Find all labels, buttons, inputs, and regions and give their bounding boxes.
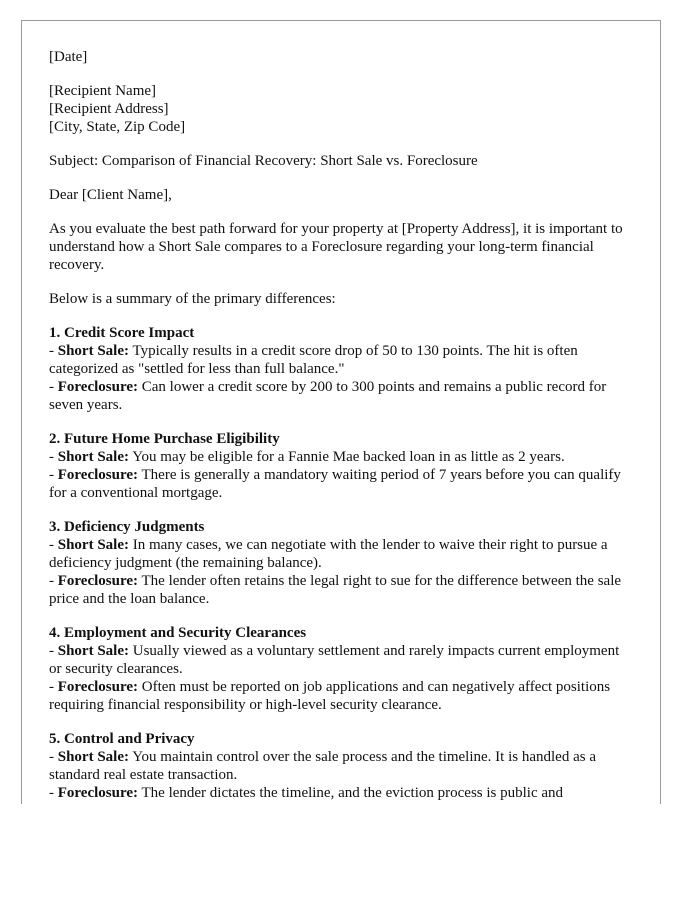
foreclosure-item: - Foreclosure: The lender often retains the legal right to sue for the difference between the sale price and the loan balance. bbox=[49, 573, 622, 607]
section-control-privacy bbox=[49, 730, 634, 802]
short-sale-text: You may be eligible for a Fannie Mae backed loan in as little as 2 years. bbox=[132, 449, 565, 465]
letter-subject: Subject: Comparison of Financial Recovery: Short Sale vs. Foreclosure bbox=[49, 153, 478, 169]
recipient-block bbox=[49, 82, 634, 136]
section-credit-score bbox=[49, 324, 634, 414]
short-sale-item: - Short Sale: Typically results in a credit score drop of 50 to 130 points. The hit is often categorized as "settled for less than full balance." bbox=[49, 343, 578, 377]
foreclosure-item: - Foreclosure: There is generally a mandatory waiting period of 7 years before you can qualify for a conventional mortgage. bbox=[49, 467, 621, 501]
section-title: 5. Control and Privacy bbox=[49, 731, 195, 747]
recipient-city-state-zip: [City, State, Zip Code] bbox=[49, 119, 186, 135]
section-title: 3. Deficiency Judgments bbox=[49, 519, 205, 535]
foreclosure-label: Foreclosure: bbox=[57, 379, 139, 395]
foreclosure-text: The lender often retains the legal right to sue for the difference between the sale price and the loan balance. bbox=[49, 573, 622, 607]
letter-salutation: Dear [Client Name], bbox=[49, 187, 172, 203]
recipient-address: [Recipient Address] bbox=[49, 101, 169, 117]
section-deficiency-judgments bbox=[49, 518, 634, 608]
short-sale-text: Usually viewed as a voluntary settlement and rarely impacts current employment or security clearances. bbox=[49, 643, 620, 677]
foreclosure-label: Foreclosure: bbox=[57, 573, 139, 589]
letter-body bbox=[22, 21, 660, 802]
section-future-home-purchase bbox=[49, 430, 634, 502]
foreclosure-label: Foreclosure: bbox=[57, 467, 139, 483]
foreclosure-item: - Foreclosure: Often must be reported on job applications and can negatively affect positions requiring financial responsibility or high-level security clearance. bbox=[49, 679, 611, 713]
letter-date: [Date] bbox=[49, 49, 88, 65]
short-sale-text: Typically results in a credit score drop of 50 to 130 points. The hit is often categorized as "settled for less than full balance." bbox=[49, 343, 578, 377]
short-sale-label: Short Sale: bbox=[57, 343, 129, 359]
section-title: 2. Future Home Purchase Eligibility bbox=[49, 431, 280, 447]
summary-lead: Below is a summary of the primary differences: bbox=[49, 291, 336, 307]
short-sale-item: - Short Sale: Usually viewed as a voluntary settlement and rarely impacts current employment or security clearances. bbox=[49, 643, 620, 677]
foreclosure-text: Often must be reported on job applications and can negatively affect positions requiring financial responsibility or high-level security clearance. bbox=[49, 679, 611, 713]
foreclosure-label: Foreclosure: bbox=[57, 785, 139, 801]
short-sale-item: - Short Sale: You maintain control over the sale process and the timeline. It is handled as a standard real estate transaction. bbox=[49, 749, 596, 783]
foreclosure-item: - Foreclosure: Can lower a credit score by 200 to 300 points and remains a public record for seven years. bbox=[49, 379, 607, 413]
section-title: 4. Employment and Security Clearances bbox=[49, 625, 307, 641]
short-sale-label: Short Sale: bbox=[57, 537, 129, 553]
letter-intro: As you evaluate the best path forward for your property at [Property Address], it is important to understand how a Short Sale compares to a Foreclosure regarding your long-term financial recovery. bbox=[49, 221, 623, 273]
short-sale-label: Short Sale: bbox=[57, 749, 129, 765]
short-sale-text: You maintain control over the sale process and the timeline. It is handled as a standard real estate transaction. bbox=[49, 749, 596, 783]
section-title: 1. Credit Score Impact bbox=[49, 325, 195, 341]
foreclosure-text: The lender dictates the timeline, and the eviction process is public and bbox=[141, 785, 564, 801]
short-sale-text: In many cases, we can negotiate with the lender to waive their right to pursue a deficiency judgment (the remaining balance). bbox=[49, 537, 608, 571]
foreclosure-item: - Foreclosure: The lender dictates the timeline, and the eviction process is public and bbox=[49, 785, 564, 801]
foreclosure-text: There is generally a mandatory waiting period of 7 years before you can qualify for a conventional mortgage. bbox=[49, 467, 621, 501]
foreclosure-text: Can lower a credit score by 200 to 300 points and remains a public record for seven years. bbox=[49, 379, 607, 413]
letter-page bbox=[21, 20, 661, 804]
section-employment-clearances bbox=[49, 624, 634, 714]
short-sale-label: Short Sale: bbox=[57, 449, 129, 465]
foreclosure-label: Foreclosure: bbox=[57, 679, 139, 695]
short-sale-label: Short Sale: bbox=[57, 643, 129, 659]
short-sale-item: - Short Sale: In many cases, we can negotiate with the lender to waive their right to pursue a deficiency judgment (the remaining balance). bbox=[49, 537, 608, 571]
recipient-name: [Recipient Name] bbox=[49, 83, 157, 99]
short-sale-item: - Short Sale: You may be eligible for a Fannie Mae backed loan in as little as 2 years. bbox=[49, 449, 565, 465]
